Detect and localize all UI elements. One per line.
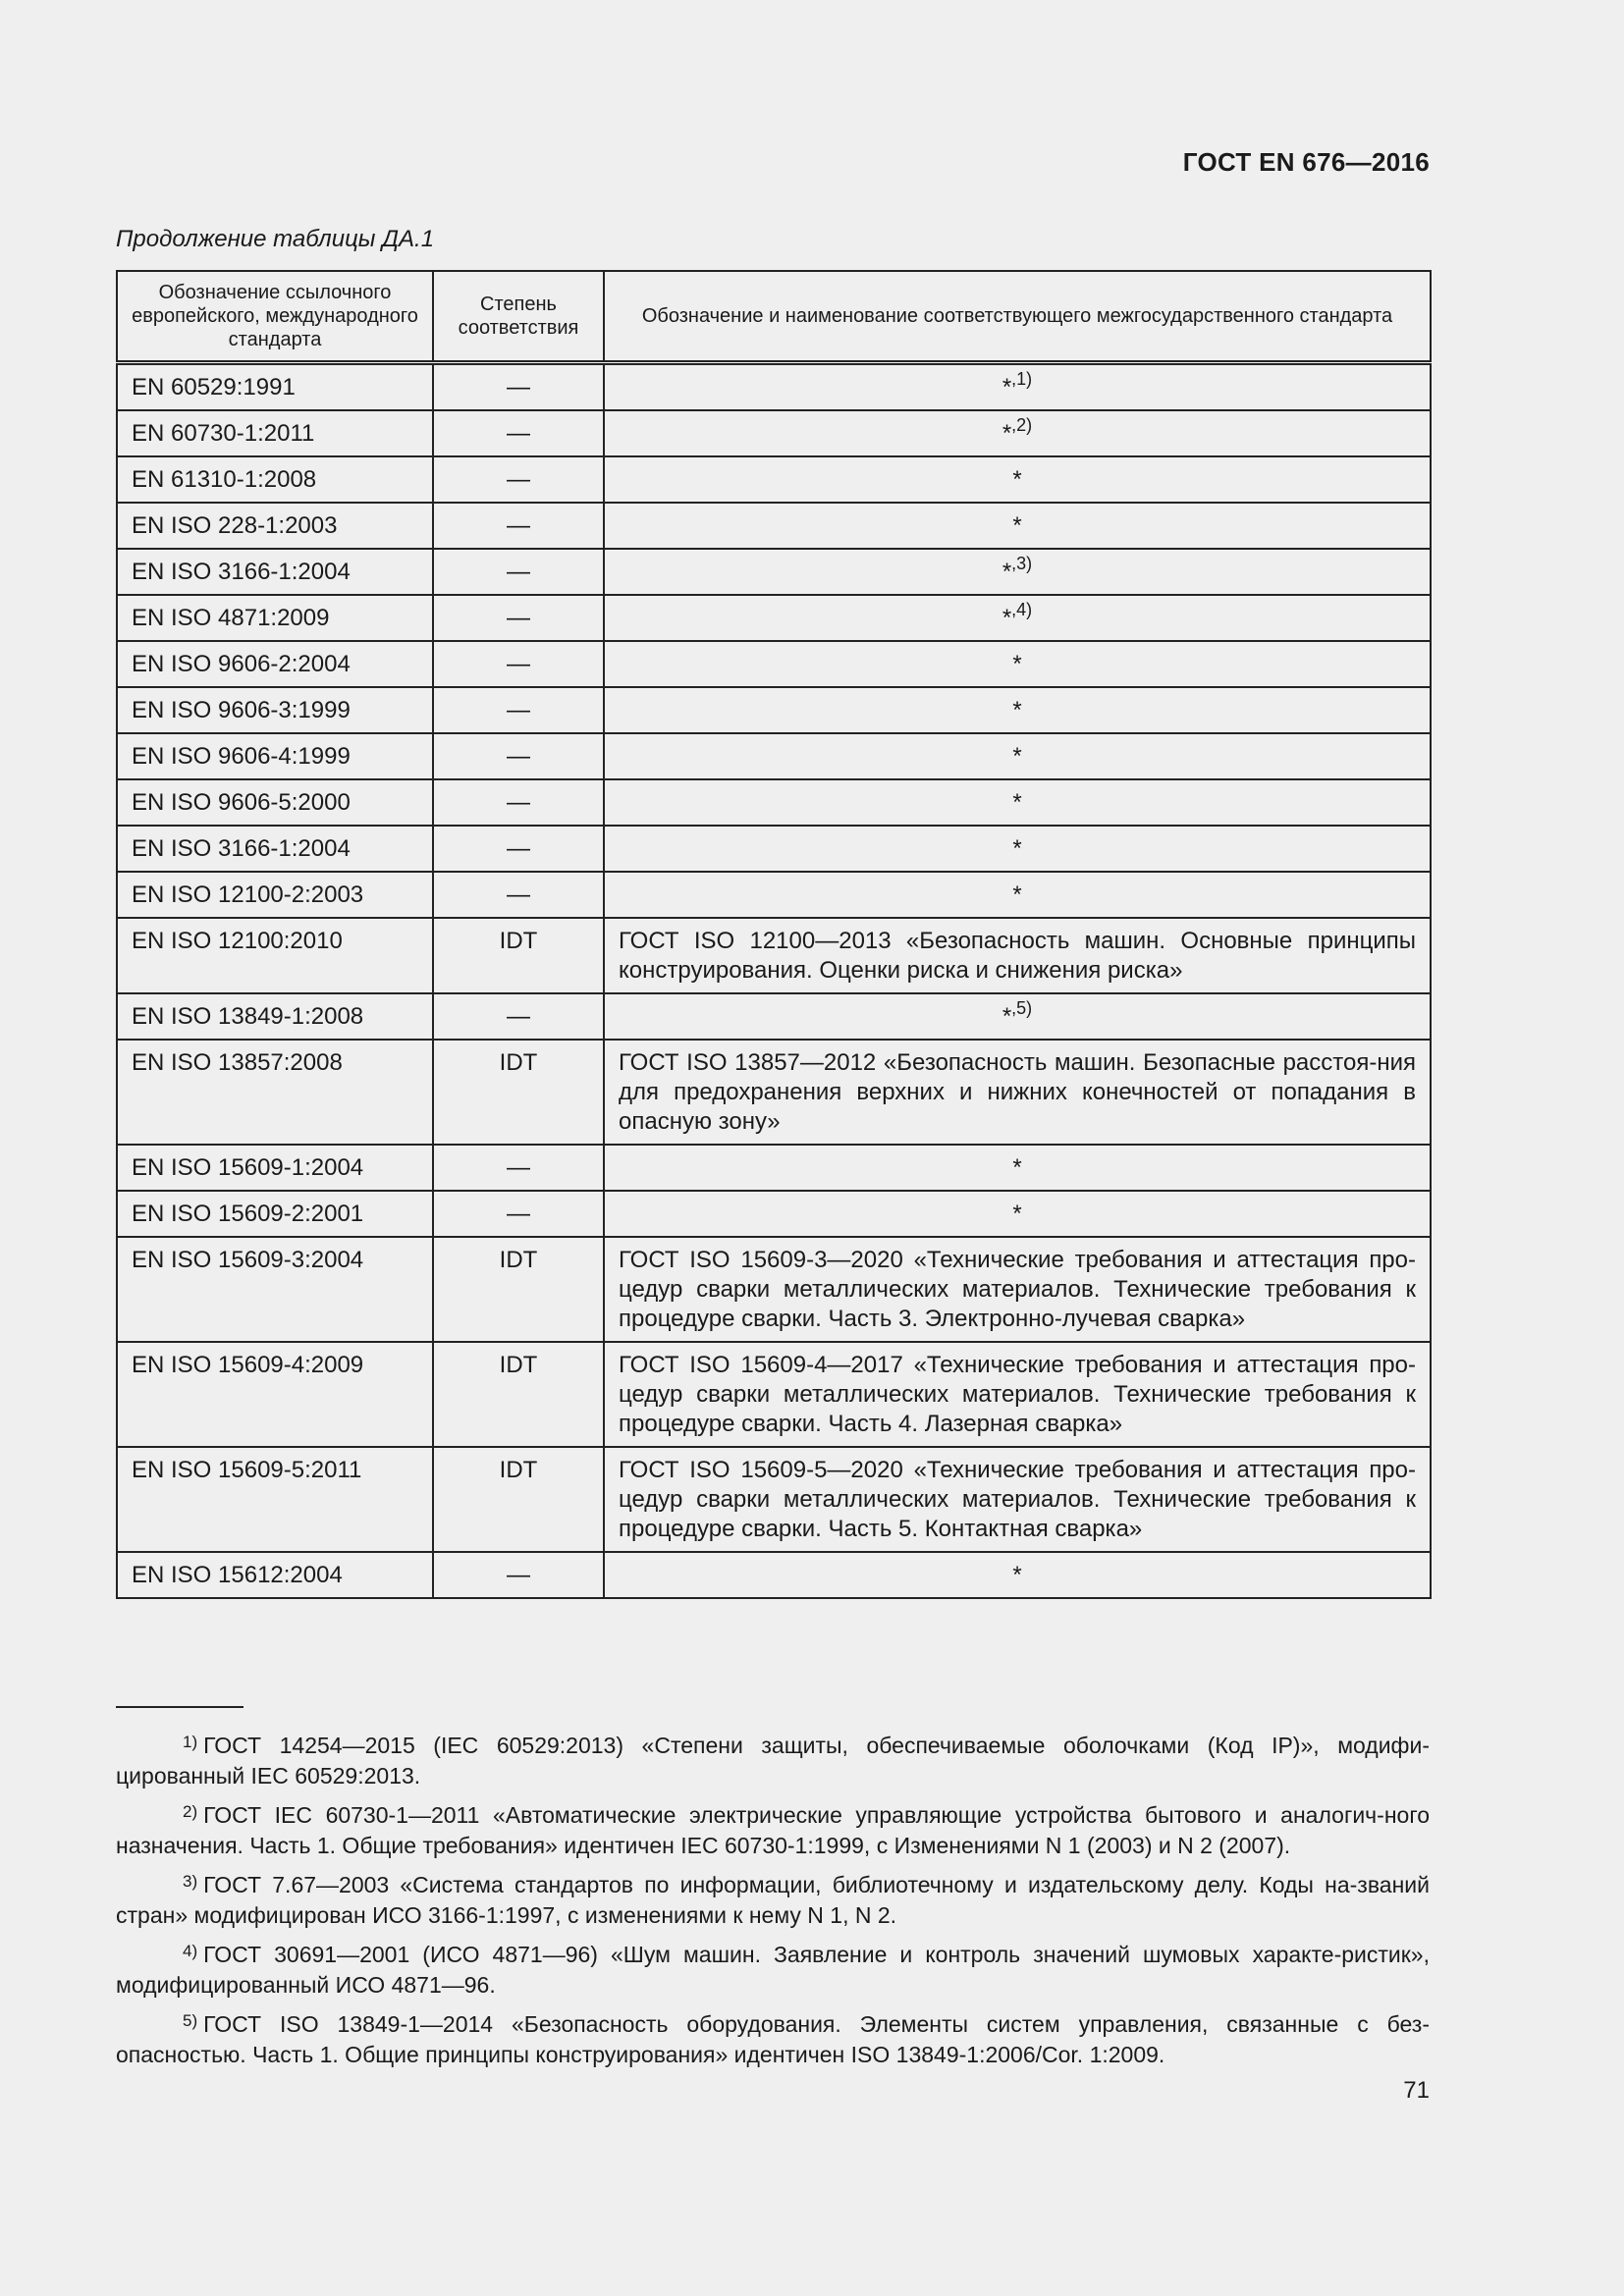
reference-standard-cell: EN ISO 12100-2:2003 <box>117 872 433 918</box>
reference-standard-cell: EN ISO 15612:2004 <box>117 1552 433 1598</box>
column-header-reference: Обозначение ссылочного европейского, международного стандарта <box>117 271 433 363</box>
degree-cell: — <box>433 595 604 641</box>
interstate-standard-cell <box>604 1145 1431 1191</box>
reference-standard-cell: EN 60730-1:2011 <box>117 410 433 456</box>
reference-standard-cell: EN ISO 13857:2008 <box>117 1040 433 1145</box>
interstate-standard-cell <box>604 687 1431 733</box>
interstate-standard-cell <box>604 595 1431 641</box>
asterisk-mark: * <box>1012 697 1022 723</box>
reference-standard-cell: EN ISO 15609-2:2001 <box>117 1191 433 1237</box>
interstate-standard-cell: ГОСТ ISO 12100—2013 «Безопасность машин. Основные принципы конструирования. Оценки риска и снижения риска» <box>604 918 1431 993</box>
table-row <box>117 1237 1431 1342</box>
table-row <box>117 503 1431 549</box>
table-row <box>117 1552 1431 1598</box>
table-row <box>117 595 1431 641</box>
footnote-reference: ,1) <box>1011 369 1033 389</box>
reference-standard-cell: EN ISO 228-1:2003 <box>117 503 433 549</box>
interstate-standard-cell <box>604 410 1431 456</box>
reference-standard-cell: EN 60529:1991 <box>117 363 433 411</box>
degree-cell: — <box>433 456 604 503</box>
table-row <box>117 410 1431 456</box>
degree-cell: — <box>433 549 604 595</box>
interstate-standard-cell <box>604 549 1431 595</box>
reference-standard-cell: EN ISO 9606-4:1999 <box>117 733 433 779</box>
degree-cell: — <box>433 363 604 411</box>
footnotes <box>116 1731 1430 2079</box>
page-number: 71 <box>1403 2077 1430 2104</box>
interstate-standard-cell <box>604 503 1431 549</box>
table-row <box>117 779 1431 826</box>
reference-standard-cell: EN ISO 15609-3:2004 <box>117 1237 433 1342</box>
degree-cell: — <box>433 1191 604 1237</box>
reference-standard-cell: EN ISO 3166-1:2004 <box>117 549 433 595</box>
reference-standards-table <box>116 270 1432 1599</box>
footnote <box>116 1940 1430 2001</box>
footnote-text: ГОСТ ISO 13849-1—2014 «Безопасность оборудования. Элементы систем управления, связанные с без-опасностью. Часть 1. Общие принципы конструирования» идентичен ISO 13849-1:2006/Cor. 1:2009. <box>116 2011 1430 2067</box>
degree-cell: — <box>433 1552 604 1598</box>
interstate-standard-cell: ГОСТ ISO 15609-4—2017 «Технические требования и аттестация про-цедур сварки металлических материалов. Технические требования к процедуре сварки. Часть 4. Лазерная сварка» <box>604 1342 1431 1447</box>
table-row <box>117 826 1431 872</box>
reference-standard-cell: EN ISO 15609-4:2009 <box>117 1342 433 1447</box>
table-row <box>117 1040 1431 1145</box>
footnote <box>116 1731 1430 1791</box>
interstate-standard-cell: ГОСТ ISO 15609-5—2020 «Технические требования и аттестация про-цедур сварки металлических материалов. Технические требования к процедуре сварки. Часть 5. Контактная сварка» <box>604 1447 1431 1552</box>
degree-cell: — <box>433 993 604 1040</box>
footnote-mark: 3) <box>183 1872 198 1891</box>
degree-cell: IDT <box>433 1040 604 1145</box>
asterisk-mark: * <box>1012 881 1022 908</box>
interstate-standard-cell <box>604 1191 1431 1237</box>
footnote-mark: 5) <box>183 2011 198 2030</box>
footnote <box>116 1870 1430 1931</box>
reference-standard-cell: EN ISO 15609-5:2011 <box>117 1447 433 1552</box>
interstate-standard-cell <box>604 993 1431 1040</box>
document-header: ГОСТ EN 676—2016 <box>1182 147 1430 177</box>
reference-standard-cell: EN ISO 9606-2:2004 <box>117 641 433 687</box>
interstate-standard-cell <box>604 826 1431 872</box>
footnote-mark: 4) <box>183 1942 198 1960</box>
asterisk-mark: * <box>1012 512 1022 539</box>
footnote <box>116 2009 1430 2070</box>
degree-cell: — <box>433 872 604 918</box>
degree-cell: IDT <box>433 1237 604 1342</box>
footnote-text: ГОСТ IEC 60730-1—2011 «Автоматические электрические управляющие устройства бытового и аналогич-ного назначения. Часть 1. Общие требования» идентичен IEC 60730-1:1999, с Изменениями N 1 (2003) и N 2 (2007). <box>116 1802 1430 1858</box>
reference-standard-cell: EN ISO 12100:2010 <box>117 918 433 993</box>
asterisk-mark: * <box>1012 835 1022 862</box>
column-header-interstate-standard: Обозначение и наименование соответствующего межгосударственного стандарта <box>604 271 1431 363</box>
interstate-standard-cell <box>604 363 1431 411</box>
degree-cell: IDT <box>433 1447 604 1552</box>
table-row <box>117 733 1431 779</box>
degree-cell: — <box>433 733 604 779</box>
footnote-text: ГОСТ 14254—2015 (IEC 60529:2013) «Степени защиты, обеспечиваемые оболочками (Код IP)», модифи-цированный IEC 60529:2013. <box>116 1733 1430 1789</box>
interstate-standard-cell: ГОСТ ISO 15609-3—2020 «Технические требования и аттестация про-цедур сварки металлических материалов. Технические требования к процедуре сварки. Часть 3. Электронно-лучевая сварка» <box>604 1237 1431 1342</box>
table-row <box>117 872 1431 918</box>
degree-cell: — <box>433 503 604 549</box>
footnote-reference: ,2) <box>1011 415 1033 435</box>
table-row <box>117 363 1431 411</box>
degree-cell: IDT <box>433 1342 604 1447</box>
footnote-separator <box>116 1706 244 1708</box>
interstate-standard-cell <box>604 872 1431 918</box>
reference-standard-cell: EN 61310-1:2008 <box>117 456 433 503</box>
table-row <box>117 1447 1431 1552</box>
table-caption: Продолжение таблицы ДА.1 <box>116 226 435 252</box>
asterisk-mark: * <box>1001 605 1012 631</box>
asterisk-mark: * <box>1001 559 1012 585</box>
table-row <box>117 1191 1431 1237</box>
degree-cell: — <box>433 826 604 872</box>
interstate-standard-cell <box>604 1552 1431 1598</box>
reference-standard-cell: EN ISO 15609-1:2004 <box>117 1145 433 1191</box>
footnote-reference: ,5) <box>1011 998 1033 1018</box>
table-row <box>117 1145 1431 1191</box>
reference-standard-cell: EN ISO 3166-1:2004 <box>117 826 433 872</box>
asterisk-mark: * <box>1012 743 1022 770</box>
reference-standard-cell: EN ISO 9606-3:1999 <box>117 687 433 733</box>
table-body <box>117 363 1431 1599</box>
table-row <box>117 1342 1431 1447</box>
footnote-text: ГОСТ 30691—2001 (ИСО 4871—96) «Шум машин. Заявление и контроль значений шумовых характе-ристик», модифицированный ИСО 4871—96. <box>116 1942 1430 1998</box>
table-row <box>117 641 1431 687</box>
table-row <box>117 993 1431 1040</box>
asterisk-mark: * <box>1001 374 1012 400</box>
degree-cell: — <box>433 410 604 456</box>
table-row <box>117 549 1431 595</box>
footnote-mark: 2) <box>183 1802 198 1821</box>
degree-cell: IDT <box>433 918 604 993</box>
interstate-standard-cell: ГОСТ ISO 13857—2012 «Безопасность машин. Безопасные расстоя-ния для предохранения верхних и нижних конечностей от попадания в опасную зону» <box>604 1040 1431 1145</box>
footnote <box>116 1800 1430 1861</box>
footnote-reference: ,4) <box>1011 600 1033 619</box>
degree-cell: — <box>433 641 604 687</box>
degree-cell: — <box>433 779 604 826</box>
asterisk-mark: * <box>1001 1003 1012 1030</box>
table-row <box>117 456 1431 503</box>
interstate-standard-cell <box>604 641 1431 687</box>
interstate-standard-cell <box>604 456 1431 503</box>
column-header-degree: Степень соответствия <box>433 271 604 363</box>
table-header-row <box>117 271 1431 363</box>
asterisk-mark: * <box>1012 1562 1022 1588</box>
asterisk-mark: * <box>1012 651 1022 677</box>
asterisk-mark: * <box>1012 789 1022 816</box>
table-row <box>117 918 1431 993</box>
asterisk-mark: * <box>1012 1154 1022 1181</box>
interstate-standard-cell <box>604 779 1431 826</box>
reference-standard-cell: EN ISO 4871:2009 <box>117 595 433 641</box>
interstate-standard-cell <box>604 733 1431 779</box>
footnote-reference: ,3) <box>1011 554 1033 573</box>
degree-cell: — <box>433 1145 604 1191</box>
footnote-text: ГОСТ 7.67—2003 «Система стандартов по информации, библиотечному и издательскому делу. Коды на-званий стран» модифицирован ИСО 3166-1:1997, с изменениями к нему N 1, N 2. <box>116 1872 1430 1928</box>
reference-standard-cell: EN ISO 9606-5:2000 <box>117 779 433 826</box>
footnote-mark: 1) <box>183 1733 198 1751</box>
reference-standard-cell: EN ISO 13849-1:2008 <box>117 993 433 1040</box>
degree-cell: — <box>433 687 604 733</box>
asterisk-mark: * <box>1012 466 1022 493</box>
asterisk-mark: * <box>1001 420 1012 447</box>
asterisk-mark: * <box>1012 1201 1022 1227</box>
table-row <box>117 687 1431 733</box>
